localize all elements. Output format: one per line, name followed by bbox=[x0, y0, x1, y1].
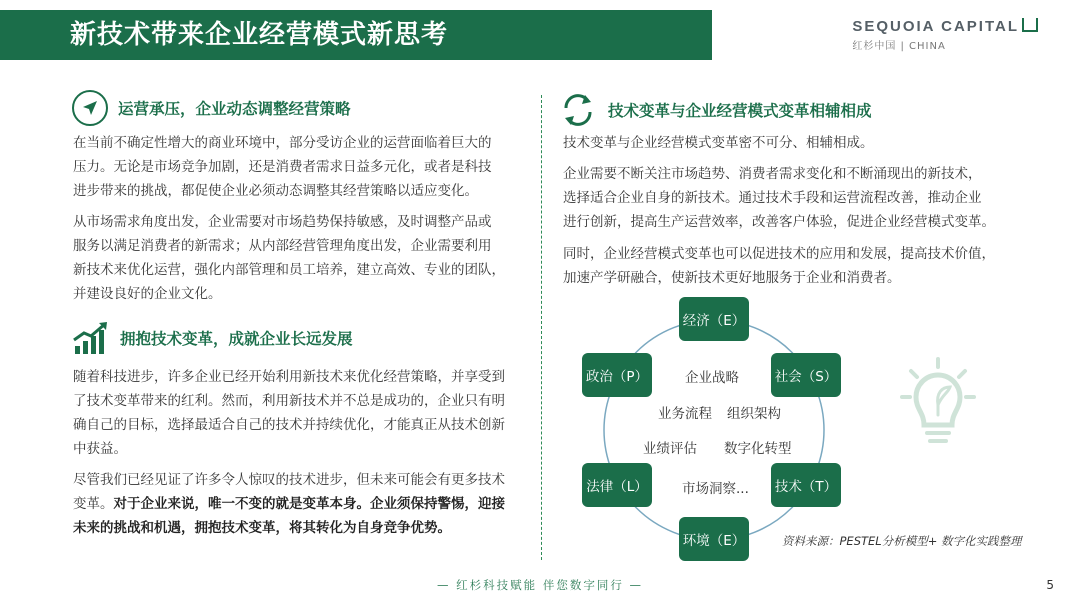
node-environment: 环境（E） bbox=[679, 517, 749, 561]
bold-text: 未来的挑战和机遇，拥抱技术变革，将其转化为自身竞争优势。 bbox=[73, 520, 451, 536]
text-line: 企业需要不断关注市场趋势、消费者需求变化和不断涌现出的新技术， bbox=[563, 166, 982, 182]
text-line: 尽管我们已经见证了许多令人惊叹的技术进步，但未来可能会有更多技术 bbox=[73, 472, 505, 488]
text-line: 在当前不确定性增大的商业环境中，部分受访企业的运营面临着巨大的 bbox=[73, 135, 492, 151]
node-economy: 经济（E） bbox=[679, 297, 749, 341]
lightbulb-icon bbox=[898, 355, 978, 450]
node-technology: 技术（T） bbox=[771, 463, 841, 507]
node-politics: 政治（P） bbox=[582, 353, 652, 397]
section-operations-title: 运营承压，企业动态调整经营策略 bbox=[118, 100, 351, 118]
page-title: 新技术带来企业经营模式新思考 bbox=[70, 20, 449, 50]
node-law: 法律（L） bbox=[582, 463, 652, 507]
node-society: 社会（S） bbox=[771, 353, 841, 397]
footer-slogan: — 红杉科技赋能 伴您数字同行 — bbox=[437, 578, 643, 592]
text-line: 服务以满足消费者的新需求；从内部经营管理角度出发，企业需要利用 bbox=[73, 238, 492, 254]
brand-name: SEQUOIA CAPITAL bbox=[852, 18, 1019, 35]
text-line: 从市场需求角度出发，企业需要对市场趋势保持敏感，及时调整产品或 bbox=[73, 214, 492, 230]
text-line: 确自己的目标，选择最适合自己的技术并持续优化，才能真正从技术创新 bbox=[73, 417, 505, 433]
inner-org: 组织架构 bbox=[727, 406, 781, 422]
text-line: 进行创新，提高生产运营效率，改善客户体验，促进企业经营模式变革。 bbox=[563, 214, 995, 230]
inner-process: 业务流程 bbox=[658, 406, 712, 422]
text-line: 选择适合企业自身的新技术。通过技术手段和运营流程改善，推动企业 bbox=[563, 190, 982, 206]
section-tech-title: 拥抱技术变革，成就企业长远发展 bbox=[120, 330, 353, 348]
text-line: 中获益。 bbox=[73, 441, 127, 457]
text-line: 了技术变革带来的红利。然而，利用新技术并不总是成功的，企业只有明 bbox=[73, 393, 505, 409]
brand-subtitle: 红杉中国 | CHINA bbox=[852, 41, 946, 52]
bold-text: 对于企业来说，唯一不变的就是变革本身。企业须保持警惕，迎接 bbox=[113, 496, 505, 512]
text-line: 新技术来优化运营，强化内部管理和员工培养，建立高效、专业的团队， bbox=[73, 262, 505, 278]
inner-insight: 市场洞察... bbox=[682, 481, 749, 497]
inner-strategy: 企业战略 bbox=[685, 370, 739, 386]
section-synergy-title: 技术变革与企业经营模式变革相辅相成 bbox=[608, 102, 872, 120]
text-line: 加速产学研融合，使新技术更好地服务于企业和消费者。 bbox=[563, 270, 901, 286]
text-span: 变革。 bbox=[73, 496, 114, 512]
text-line: 压力。无论是市场竞争加剧，还是消费者需求日益多元化，或者是科技 bbox=[73, 159, 492, 175]
source-note: 资料来源：PESTEL分析模型+ 数字化实践整理 bbox=[782, 534, 1022, 548]
text-line: 并建设良好的企业文化。 bbox=[73, 286, 222, 302]
text-line: 随着科技进步，许多企业已经开始利用新技术来优化经营策略，并享受到 bbox=[73, 369, 505, 385]
text-line: 技术变革与企业经营模式变革密不可分、相辅相成。 bbox=[563, 135, 874, 151]
inner-evaluation: 业绩评估 bbox=[643, 441, 697, 457]
text-line: 同时，企业经营模式变革也可以促进技术的应用和发展，提高技术价值， bbox=[563, 246, 995, 262]
inner-digital: 数字化转型 bbox=[724, 441, 792, 457]
page-number: 5 bbox=[1046, 578, 1054, 592]
text-line: 进步带来的挑战，都促使企业必须动态调整其经营策略以适应变化。 bbox=[73, 183, 478, 199]
